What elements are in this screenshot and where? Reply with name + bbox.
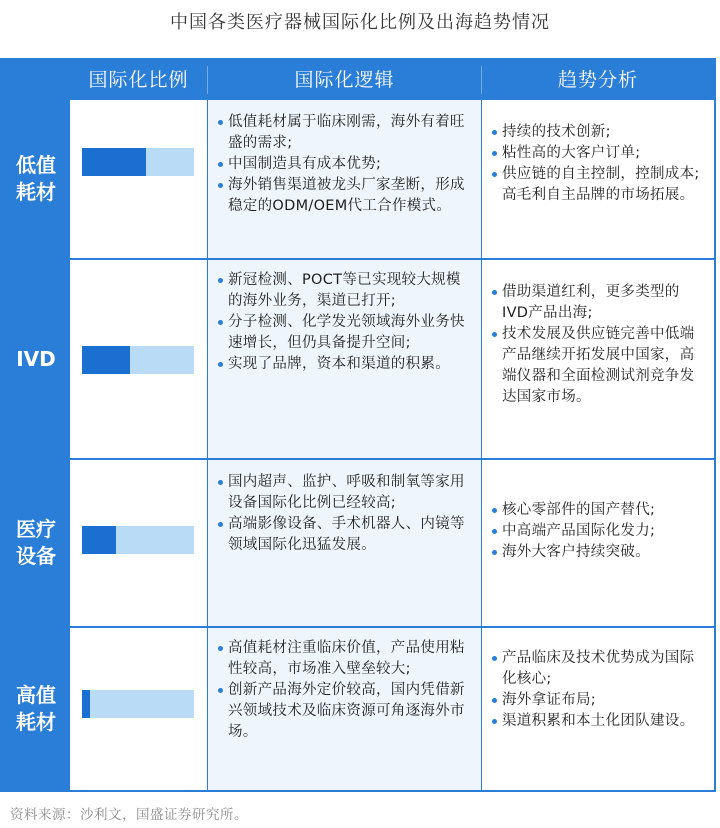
list-item: 海外拿证布局; — [490, 690, 704, 711]
list-item: 新冠检测、POCT等已实现较大规模的海外业务，渠道已打开; — [216, 270, 471, 312]
comparison-table — [0, 58, 716, 792]
list-item: 技术发展及供应链完善中低端产品继续开拓发展中国家，高端仪器和全面检测试剂竞争发达国家市场。 — [490, 324, 704, 408]
list-item: 供应链的自主控制，控制成本;高毛利自主品牌的市场拓展。 — [490, 164, 704, 206]
ratio-bar-track — [82, 148, 194, 176]
header-logic: 国际化逻辑 — [294, 69, 395, 91]
ratio-bar-track — [82, 346, 194, 374]
header-ratio: 国际化比例 — [88, 69, 189, 91]
list-item: 实现了品牌，资本和渠道的积累。 — [216, 354, 471, 375]
trend-list — [490, 500, 704, 563]
trend-list — [490, 122, 704, 206]
row-label-ivd: IVD — [16, 346, 56, 371]
list-item: 持续的技术创新; — [490, 122, 704, 143]
row-label-medical-equipment: 医疗 设备 — [16, 517, 56, 568]
logic-list — [216, 112, 471, 217]
trend-list — [490, 648, 704, 732]
source-note: 资料来源：沙利文，国盛证券研究所。 — [10, 807, 248, 823]
ratio-cell — [70, 628, 207, 790]
list-item: 借助渠道红利，更多类型的IVD产品出海; — [490, 282, 704, 324]
ratio-cell — [70, 100, 207, 258]
list-item: 创新产品海外定价较高，国内凭借新兴领域技术及临床资源可角逐海外市场。 — [216, 680, 471, 743]
logic-cell — [208, 628, 481, 790]
list-item: 海外大客户持续突破。 — [490, 542, 704, 563]
row-label-high-value-consumables: 高值 耗材 — [16, 683, 56, 734]
ratio-bar-fill — [82, 346, 130, 374]
page-title: 中国各类医疗器械国际化比例及出海趋势情况 — [170, 12, 550, 33]
ratio-bar-fill — [82, 526, 116, 554]
logic-list — [216, 472, 471, 556]
ratio-cell — [70, 260, 207, 458]
list-item: 国内超声、监护、呼吸和制氧等家用设备国际化比例已经较高; — [216, 472, 471, 514]
list-item: 高端影像设备、手术机器人、内镜等领域国际化迅猛发展。 — [216, 514, 471, 556]
list-item: 分子检测、化学发光领域海外业务快速增长，但仍具备提升空间; — [216, 312, 471, 354]
trend-cell — [482, 460, 714, 626]
table-header — [2, 60, 714, 100]
ratio-bar-track — [82, 690, 194, 718]
list-item: 海外销售渠道被龙头厂家垄断，形成稳定的ODM/OEM代工合作模式。 — [216, 175, 471, 217]
logic-list — [216, 270, 471, 375]
ratio-bar-track — [82, 526, 194, 554]
list-item: 粘性高的大客户订单; — [490, 143, 704, 164]
trend-list — [490, 282, 704, 408]
list-item: 低值耗材属于临床刚需，海外有着旺盛的需求; — [216, 112, 471, 154]
ratio-bar-fill — [82, 148, 146, 176]
ratio-bar-fill — [82, 690, 90, 718]
logic-cell — [208, 460, 481, 626]
list-item: 核心零部件的国产替代; — [490, 500, 704, 521]
logic-cell — [208, 100, 481, 258]
list-item: 中国制造具有成本优势; — [216, 154, 471, 175]
trend-cell — [482, 100, 714, 258]
row-label-low-value-consumables: 低值 耗材 — [16, 153, 56, 204]
trend-cell — [482, 260, 714, 458]
trend-cell — [482, 628, 714, 790]
list-item: 产品临床及技术优势成为国际化核心; — [490, 648, 704, 690]
logic-cell — [208, 260, 481, 458]
list-item: 高值耗材注重临床价值，产品使用粘性较高，市场准入壁垒较大; — [216, 638, 471, 680]
list-item: 中高端产品国际化发力; — [490, 521, 704, 542]
logic-list — [216, 638, 471, 743]
ratio-cell — [70, 460, 207, 626]
list-item: 渠道积累和本土化团队建设。 — [490, 711, 704, 732]
header-trend: 趋势分析 — [557, 69, 638, 91]
